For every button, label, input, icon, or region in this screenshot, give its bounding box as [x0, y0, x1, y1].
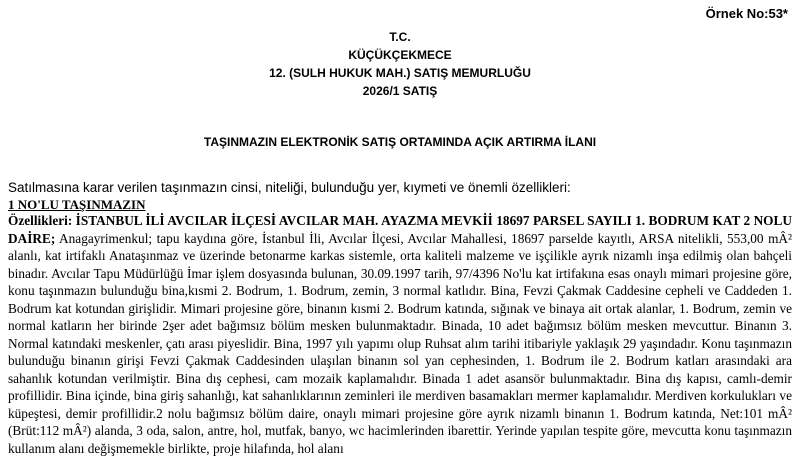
features-label: Özellikleri:	[8, 213, 73, 228]
intro-text: Satılmasına karar verilen taşınmazın cinsi, niteliği, bulunduğu yer, kıymeti ve önemli özellikleri:	[8, 180, 571, 195]
section-title: 1 NO'LU TAŞINMAZIN	[8, 197, 146, 212]
header-office: 12. (SULH HUKUK MAH.) SATIŞ MEMURLUĞU	[269, 66, 531, 80]
document-title: TAŞINMAZIN ELEKTRONİK SATIŞ ORTAMINDA AÇIK ARTIRMA İLANI	[203, 135, 597, 149]
header-case-number: 2026/1 SATIŞ	[362, 84, 438, 98]
features-heading: İSTANBUL İLİ AVCILAR İLÇESİ AVCILAR MAH. AYAZMA MEVKİİ 18697 PARSEL SAYILI 1. BODRUM KAT 2 NOLU DAİRE;	[8, 213, 792, 246]
header-republic: T.C.	[389, 30, 411, 44]
sample-number: Örnek No:53*	[705, 6, 788, 21]
property-description	[8, 212, 792, 457]
header-district: KÜÇÜKÇEKMECE	[348, 48, 452, 62]
features-text: Anagayrimenkul; tapu kaydına göre, İstanbul İli, Avcılar İlçesi, Avcılar Mahallesi, 18697 parselde kayıtlı, ARSA nitelikli, 553,00 mÂ² alanlı, kat irtifaklı Anataşınmaz ve üzerinde betonarme karkas sistemle, orta kaliteli malzeme ve işçilikle ayrık nizamlı inşa edilmiş olan bahçeli binadır. Avcılar Tapu Müdürlüğü İmar işlem dosyasında bulunan, 30.09.1997 tarih, 97/4396 No'lu kat irtifakına esas onaylı mimari projesine göre, konu taşınmazın bulunduğu bina,kısmi 2. Bodrum, 1. Bodrum, zemin, 3 normal katlıdır. Bina, Fevzi Çakmak Caddesine cepheli ve Caddeden 1. Bodrum kat kotundan girişlidir. Mimari projesine göre, binanın kısmi 2. Bodrum katında, sığınak ve binaya ait ortak alanlar, 1. Bodrum, zemin ve normal katların her birinde 2şer adet bağımsız bölüm mesken bulunmaktadır. Binada, 10 adet bağımsız bölüm mesken mevcuttur. Binanın 3. Normal katındaki meskenler, çatı arası piyeslidir. Bina, 1997 yılı yapımı olup Ruhsat alım tarihi itibariyle yaklaşık 29 yaşındadır. Konu taşınmazın bulunduğu binanın girişi Fevzi Çakmak Caddesinden ulaşılan binanın sol yan cephesinden, 1. Bodrum ile 2. Bodrum katları arasındaki ara sahanlık kotundan verilmiştir. Bina dış cephesi, cam mozaik kaplamalıdır. Binada 1 adet asansör bulunmaktadır. Bina dış kapısı, camlı-demir profillidir. Bina içinde, bina giriş sahanlığı, kat sahanlıklarının zeminleri ile merdiven basamakları mermer kaplamalıdır. Merdiven korkulukları ve küpeştesi, demir profillidir.2 nolu bağımsız bölüm daire, onaylı mimari projesine göre ayrık nizamlı binanın 1. Bodrum katında, Net:101 mÂ² (Brüt:112 mÂ²) alanda, 3 oda, salon, antre, hol, mutfak, banyo, wc hacimlerinden ibarettir. Yerinde yapılan tespite göre, mevcutta konu taşınmazın kullanım alanı değişmemekle birlikte, proje hilafında, hol alanı	[8, 230, 792, 456]
